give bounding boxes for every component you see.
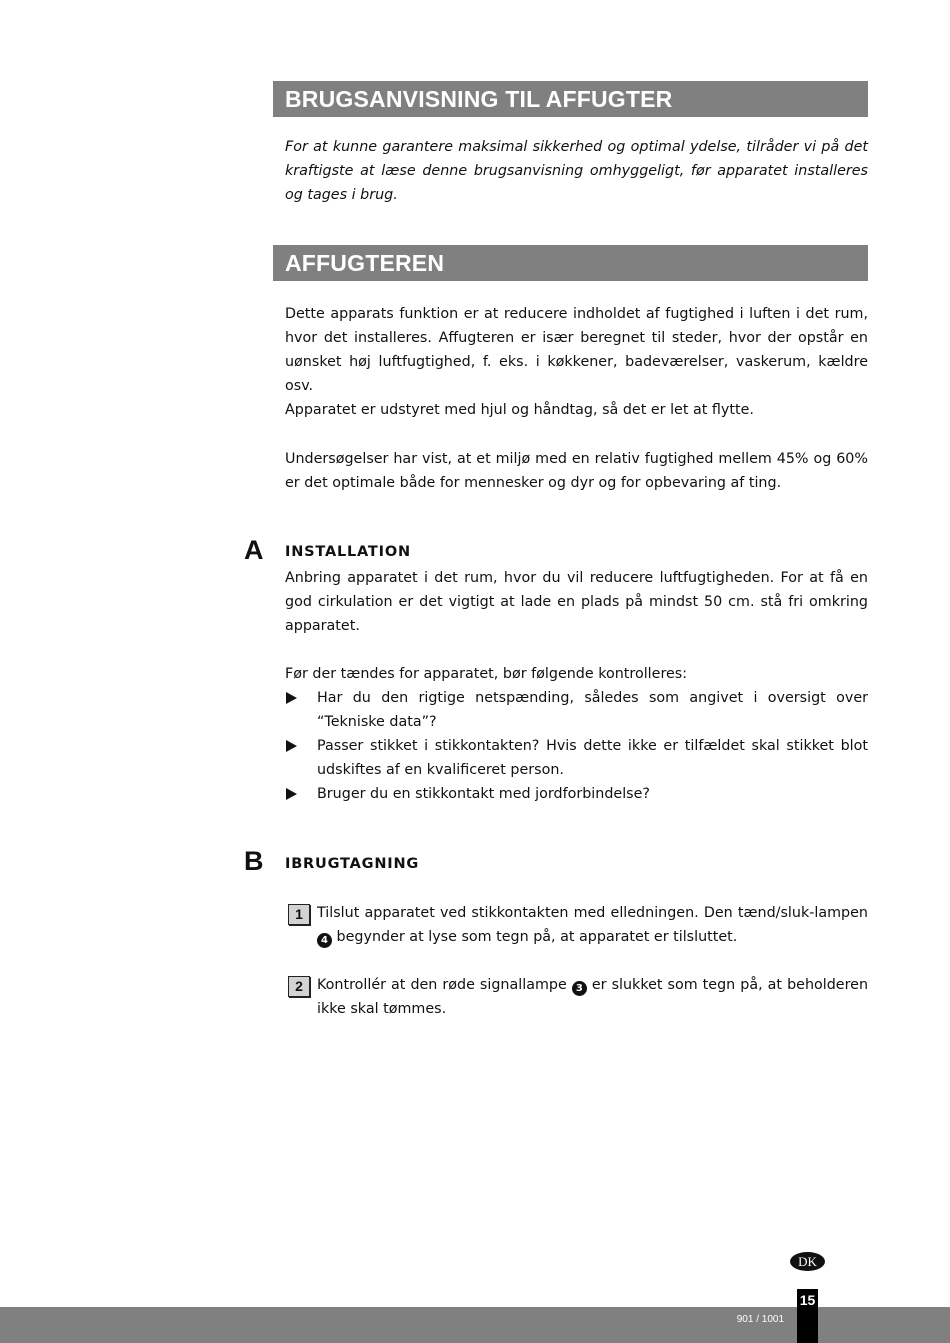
- circled-number-icon: 4: [317, 933, 332, 948]
- step-1: [285, 901, 868, 949]
- wheels-paragraph: Apparatet er udstyret med hjul og håndtag, så det er let at flytte.: [285, 402, 754, 418]
- step-2: [285, 973, 868, 1021]
- step-text-after: begynder at lyse som tegn på, at apparatet er tilsluttet.: [336, 929, 738, 945]
- page-number: 15: [797, 1289, 818, 1343]
- section-title-brugsanvisning: BRUGSANVISNING TIL AFFUGTER: [273, 81, 868, 117]
- installation-paragraph: Anbring apparatet i det rum, hvor du vil reducere luftfugtigheden. For at få en god cirkulation er det vigtigt at lade en plads på mindst 50 cm. stå fri omkring apparatet.: [285, 570, 868, 634]
- list-item-text: Bruger du en stikkontakt med jordforbindelse?: [317, 786, 651, 802]
- section-title-affugteren: AFFUGTEREN: [273, 245, 868, 281]
- list-item: [285, 782, 868, 806]
- list-item-text: Passer stikket i stikkontakten? Hvis dette ikke er tilfældet skal stikket blot udskiftes af en kvalificeret person.: [317, 738, 868, 778]
- check-intro: Før der tændes for apparatet, bør følgende kontrolleres:: [285, 666, 688, 682]
- function-paragraph: Dette apparats funktion er at reducere indholdet af fugtighed i luften i det rum, hvor det installeres. Affugteren er især beregnet til steder, hvor der opstår en uønsket høj luftfugtighed, f. eks. i køkkener, badeværelser, vaskerum, kældre osv.: [285, 306, 868, 394]
- step-text: [317, 901, 868, 949]
- step-text-before: Kontrollér at den røde signallampe: [317, 977, 567, 993]
- step-number-box: 2: [288, 976, 310, 997]
- triangle-bullet-icon: [286, 692, 297, 704]
- ibrugtagning-heading: IBRUGTAGNING: [285, 856, 420, 872]
- intro-paragraph: For at kunne garantere maksimal sikkerhed og optimal ydelse, tilråder vi på det kraftigste at læse denne brugsanvisning omhyggeligt, før apparatet installeres og tages i brug.: [285, 139, 868, 203]
- language-badge: DK: [790, 1252, 825, 1271]
- humidity-paragraph: Undersøgelser har vist, at et miljø med en relativ fugtighed mellem 45% og 60% er det optimale både for mennesker og dyr og for opbevaring af ting.: [285, 451, 868, 491]
- list-item: [285, 734, 868, 782]
- triangle-bullet-icon: [286, 788, 297, 800]
- step-text-after: er slukket som tegn på, at beholderen ikke skal tømmes.: [317, 977, 869, 1017]
- step-number-box: 1: [288, 904, 310, 925]
- step-text-before: Tilslut apparatet ved stikkontakten med elledningen. Den tænd/sluk-lampen: [317, 905, 868, 921]
- circled-number-icon: 3: [572, 981, 587, 996]
- document-code: 901 / 1001: [736, 1314, 784, 1325]
- check-list: [285, 686, 868, 806]
- list-item-text: Har du den rigtige netspænding, således som angivet i oversigt over “Tekniske data”?: [317, 690, 868, 730]
- triangle-bullet-icon: [286, 740, 297, 752]
- installation-heading: INSTALLATION: [285, 544, 411, 560]
- list-item: [285, 686, 868, 734]
- step-text: [317, 973, 868, 1021]
- section-letter-b: B: [244, 846, 264, 876]
- section-letter-a: A: [244, 535, 264, 565]
